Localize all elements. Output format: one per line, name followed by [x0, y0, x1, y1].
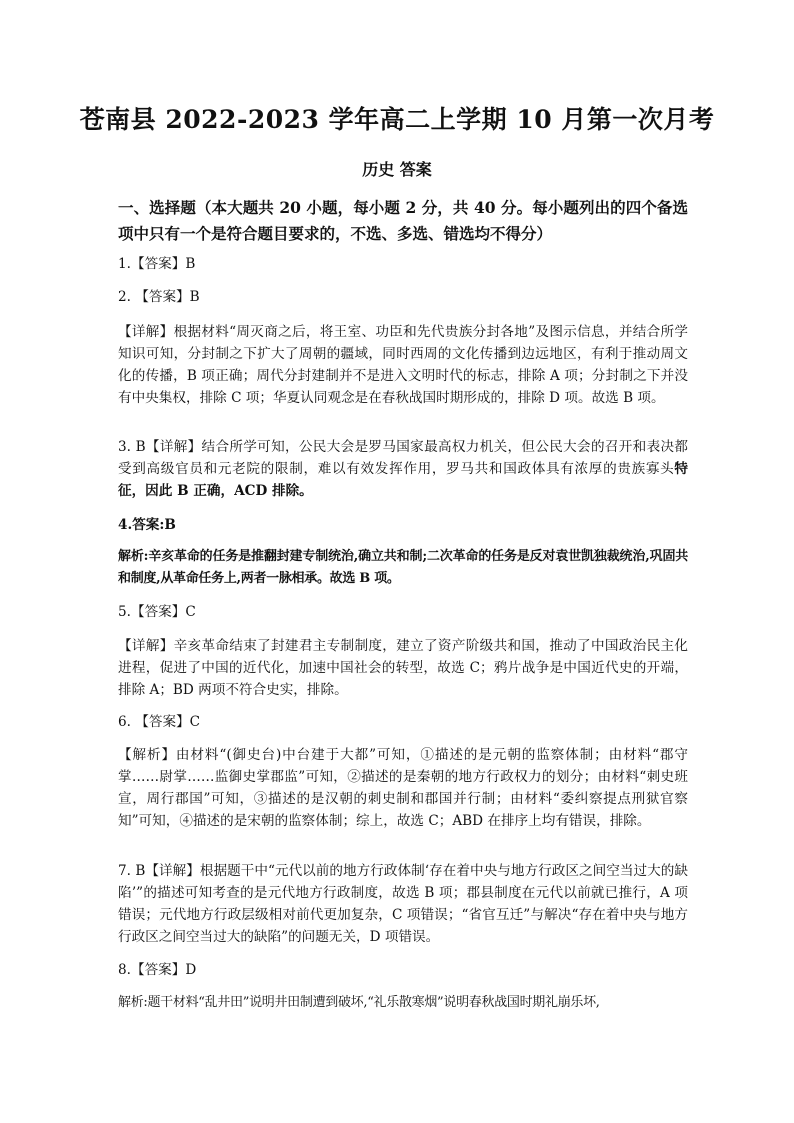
- answer-q8-detail: 解析:题干材料“乱井田”说明井田制遭到破坏,“礼乐散寒烟”说明春秋战国时期礼崩乐坏,: [118, 995, 600, 1010]
- answer-q3-conclusion: 特征，因此 B 正确，ACD 排除。: [118, 461, 688, 499]
- answer-q4: 4.答案:B: [118, 517, 176, 533]
- answer-q6: 6. 【答案】C: [118, 714, 201, 730]
- document-subtitle: 历史 答案: [362, 160, 432, 179]
- answer-q2-detail: 【详解】根据材料“周灭商之后，将王室、功臣和先代贵族分封各地”及图示信息，并结合所学知识可知，分封制之下扩大了周朝的疆域，同时西周的文化传播到边远地区，有利于推动周文化的传播，B 项正确；周代分封建制并不是进入文明时代的标志，排除 A 项；分封制之下并没有中央集权，排除 C 项；华夏认同观念是在春秋战国时期形成的，排除 D 项。故选 B 项。: [118, 324, 688, 406]
- answer-q3: [118, 436, 688, 502]
- answer-q4-detail: 解析:辛亥革命的任务是推翻封建专制统治,确立共和制;二次革命的任务是反对袁世凯独裁统治,巩固共和制度,从革命任务上,两者一脉相承。故选 B 项。: [118, 549, 688, 586]
- answer-q5-detail: 【详解】辛亥革命结束了封建君主专制制度，建立了资产阶级共和国，推动了中国政治民主化进程，促进了中国的近代化，加速中国社会的转型，故选 C；鸦片战争是中国近代史的开端，排除 A；BD 两项不符合史实，排除。: [118, 638, 688, 698]
- document-title: 苍南县 2022-2023 学年高二上学期 10 月第一次月考: [79, 105, 715, 134]
- answer-q2: 2. 【答案】B: [118, 289, 200, 305]
- answer-q5: 5.【答案】C: [118, 604, 196, 620]
- section-heading: 一、选择题（本大题共 20 小题，每小题 2 分，共 40 分。每小题列出的四个备选项中只有一个是符合题目要求的，不选、多选、错选均不得分）: [118, 198, 688, 243]
- answer-q6-detail: 【解析】由材料“(御史台)中台建于大都”可知，①描述的是元朝的监察体制；由材料“郡守掌……尉掌……监御史掌郡监”可知，②描述的是秦朝的地方行政权力的划分；由材料“刺史班宣，周行郡国”可知，③描述的是汉朝的刺史制和郡国并行制；由材料“委纠察提点刑狱官察知”可知，④描述的是宋朝的监察体制；综上，故选 C；ABD 在排序上均有错误，排除。: [118, 747, 688, 829]
- answer-q1: 1.【答案】B: [118, 256, 196, 272]
- answer-q3-text: 3. B【详解】结合所学可知，公民大会是罗马国家最高权力机关，但公民大会的召开和表决都受到高级官员和元老院的限制，难以有效发挥作用，罗马共和国政体具有浓厚的贵族寡头: [118, 439, 688, 477]
- answer-q8: 8.【答案】D: [118, 962, 197, 978]
- answer-q7: 7. B【详解】根据题干中“元代以前的地方行政体制‘存在着中央与地方行政区之间空当过大的缺陷’”的描述可知考查的是元代地方行政制度，故选 B 项；郡县制度在元代以前就已推行，A 项错误；元代地方行政层级相对前代更加复杂，C 项错误；“省官互迁”与解决“存在着中央与地方行政区之间空当过大的缺陷”的问题无关，D 项错误。: [118, 863, 688, 945]
